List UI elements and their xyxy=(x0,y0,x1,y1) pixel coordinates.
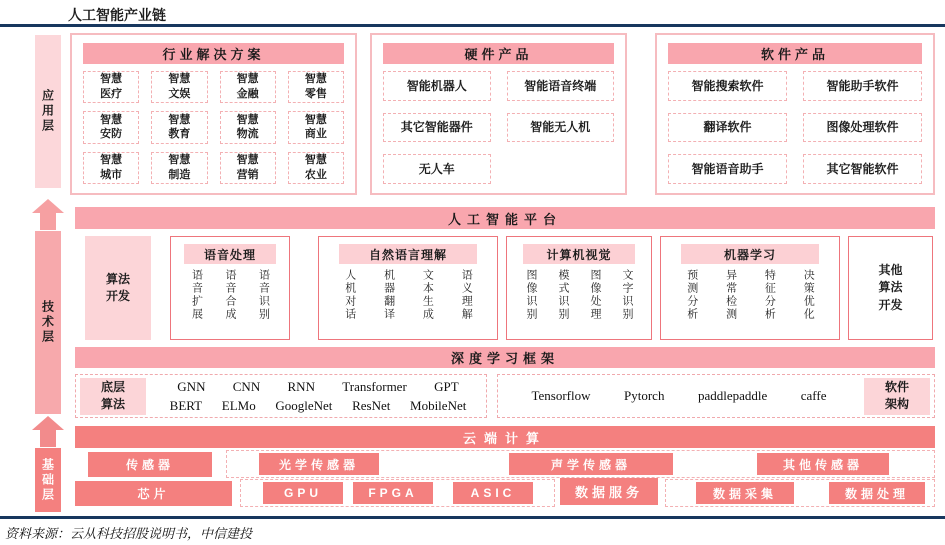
framework-name: Pytorch xyxy=(624,388,665,403)
data-type-box: 数据采集 xyxy=(696,482,794,504)
dl-framework-bar: 深度学习框架 xyxy=(75,347,935,368)
up-arrow-icon xyxy=(32,199,64,230)
algorithm-name: CNN xyxy=(232,378,261,394)
algorithm-name: GNN xyxy=(177,378,206,394)
data-type-box: 数据处理 xyxy=(829,482,925,504)
solution-cell xyxy=(288,111,344,143)
framework-names xyxy=(498,388,860,404)
framework-name: Tensorflow xyxy=(531,388,591,403)
chip-box: 芯片 xyxy=(75,481,232,506)
bottom-divider xyxy=(0,516,945,519)
data-service-box: 数据服务 xyxy=(560,478,658,505)
framework-name: caffe xyxy=(800,388,827,403)
domain-box-speech-processing xyxy=(170,236,290,340)
vertical-item: 文本生成 xyxy=(421,269,434,321)
section-hardware-products xyxy=(370,33,627,195)
vertical-item: 决策优化 xyxy=(802,269,815,321)
cell-label: 智慧金融 xyxy=(236,73,259,101)
cloud-computing-bar: 云端计算 xyxy=(75,426,935,448)
domain-title: 机器学习 xyxy=(681,244,820,264)
chip-type-box: ASIC xyxy=(453,482,533,504)
solution-cell xyxy=(83,111,139,143)
sensor-box: 传感器 xyxy=(88,452,212,477)
algorithm-names xyxy=(150,379,486,414)
base-algorithms-label xyxy=(80,378,146,415)
vertical-item: 文字识别 xyxy=(621,269,633,321)
layer-label-technology: 技术层 xyxy=(35,231,61,414)
hardware-cell: 无人车 xyxy=(383,154,491,184)
software-cell: 图像处理软件 xyxy=(803,113,922,143)
framework-name: paddlepaddle xyxy=(697,388,768,403)
ai-platform-bar: 人工智能平台 xyxy=(75,207,935,229)
domain-box-machine-learning xyxy=(660,236,840,340)
cell-label: 智慧教育 xyxy=(168,113,191,141)
solution-cell xyxy=(83,71,139,103)
algorithm-name: Transformer xyxy=(342,378,407,394)
chip-types-group xyxy=(240,479,555,507)
domain-title: 自然语言理解 xyxy=(339,244,478,264)
vertical-item: 语义理解 xyxy=(460,269,473,321)
layer-label-application: 应用层 xyxy=(35,35,61,188)
hardware-cell: 智能无人机 xyxy=(507,113,615,143)
cell-label: 智慧商业 xyxy=(304,113,327,141)
data-types-group xyxy=(665,479,935,507)
cell-label: 智慧安防 xyxy=(100,113,123,141)
algorithm-name: ResNet xyxy=(352,397,391,413)
solution-cell xyxy=(151,111,207,143)
domain-box-nlu xyxy=(318,236,498,340)
base-algorithms-box xyxy=(75,374,487,418)
software-cell: 其它智能软件 xyxy=(803,154,922,184)
cell-label: 智慧零售 xyxy=(304,73,327,101)
solutions-grid xyxy=(72,64,355,193)
hardware-grid xyxy=(372,64,625,193)
hardware-cell: 智能机器人 xyxy=(383,71,491,101)
software-cell: 翻译软件 xyxy=(668,113,787,143)
sensor-type-box: 光学传感器 xyxy=(259,453,379,475)
algorithm-name: MobileNet xyxy=(410,397,467,413)
hardware-cell: 智能语音终端 xyxy=(507,71,615,101)
cell-label: 智慧医疗 xyxy=(100,73,123,101)
vertical-item: 预测分析 xyxy=(685,269,698,321)
section-title: 硬件产品 xyxy=(383,43,614,64)
software-architecture-label xyxy=(864,378,930,415)
domain-items xyxy=(507,264,651,339)
framework-row xyxy=(498,388,860,404)
domain-box-computer-vision xyxy=(506,236,652,340)
domain-title: 语音处理 xyxy=(184,244,276,264)
domain-items xyxy=(661,264,839,339)
section-industry-solutions xyxy=(70,33,357,195)
vertical-item: 语音识别 xyxy=(257,269,270,321)
solution-cell xyxy=(288,71,344,103)
algorithm-name: RNN xyxy=(287,378,315,394)
sensor-type-box: 其他传感器 xyxy=(757,453,889,475)
hardware-cell: 其它智能器件 xyxy=(383,113,491,143)
solution-cell xyxy=(83,152,139,184)
domain-items xyxy=(319,264,497,339)
algorithm-dev-box xyxy=(85,236,151,340)
solution-cell xyxy=(151,71,207,103)
cell-label: 智慧制造 xyxy=(168,153,191,181)
box-label: 算法开发 xyxy=(105,272,130,303)
vertical-item: 图像处理 xyxy=(589,269,601,321)
solution-cell xyxy=(288,152,344,184)
up-arrow-icon xyxy=(32,416,64,447)
algorithm-name: GPT xyxy=(434,378,459,394)
algorithm-row xyxy=(150,398,486,414)
chip-type-box: GPU xyxy=(263,482,343,504)
box-label: 软件架构 xyxy=(884,380,909,411)
vertical-item: 模式识别 xyxy=(557,269,569,321)
vertical-item: 人机对话 xyxy=(343,269,356,321)
other-algorithm-dev-box xyxy=(848,236,933,340)
cell-label: 智慧城市 xyxy=(100,153,123,181)
section-software-products xyxy=(655,33,935,195)
vertical-item: 语音扩展 xyxy=(190,269,203,321)
solution-cell xyxy=(220,71,276,103)
vertical-item: 图像识别 xyxy=(525,269,537,321)
vertical-item: 异常检测 xyxy=(724,269,737,321)
algorithm-name: BERT xyxy=(169,397,203,413)
software-architecture-box xyxy=(497,374,935,418)
source-note: 资料来源：云从科技招股说明书，中信建投 xyxy=(5,526,253,541)
vertical-item: 机器翻译 xyxy=(382,269,395,321)
vertical-item: 语音合成 xyxy=(224,269,236,321)
vertical-item: 特征分析 xyxy=(763,269,776,321)
domain-items xyxy=(171,264,289,339)
top-divider xyxy=(0,24,945,27)
software-cell: 智能助手软件 xyxy=(803,71,922,101)
software-grid xyxy=(657,64,933,193)
section-title: 软件产品 xyxy=(668,43,922,64)
algorithm-row xyxy=(150,379,486,395)
cell-label: 智慧文娱 xyxy=(168,73,191,101)
section-title: 行业解决方案 xyxy=(83,43,344,64)
cell-label: 智慧营销 xyxy=(236,153,259,181)
software-cell: 智能搜索软件 xyxy=(668,71,787,101)
algorithm-name: GoogleNet xyxy=(275,397,333,413)
sensor-type-box: 声学传感器 xyxy=(509,453,673,475)
solution-cell xyxy=(220,152,276,184)
software-cell: 智能语音助手 xyxy=(668,154,787,184)
sensor-types-group xyxy=(226,450,935,478)
domain-title: 计算机视觉 xyxy=(523,244,635,264)
box-label: 底层算法 xyxy=(100,380,125,411)
cell-label: 智慧农业 xyxy=(304,153,327,181)
box-label: 其他算法开发 xyxy=(878,262,903,312)
solution-cell xyxy=(220,111,276,143)
cell-label: 智慧物流 xyxy=(236,113,259,141)
page-title: 人工智能产业链 xyxy=(68,7,166,23)
algorithm-name: ELMo xyxy=(221,397,256,413)
solution-cell xyxy=(151,152,207,184)
layer-label-foundation: 基础层 xyxy=(35,448,61,512)
chip-type-box: FPGA xyxy=(353,482,433,504)
